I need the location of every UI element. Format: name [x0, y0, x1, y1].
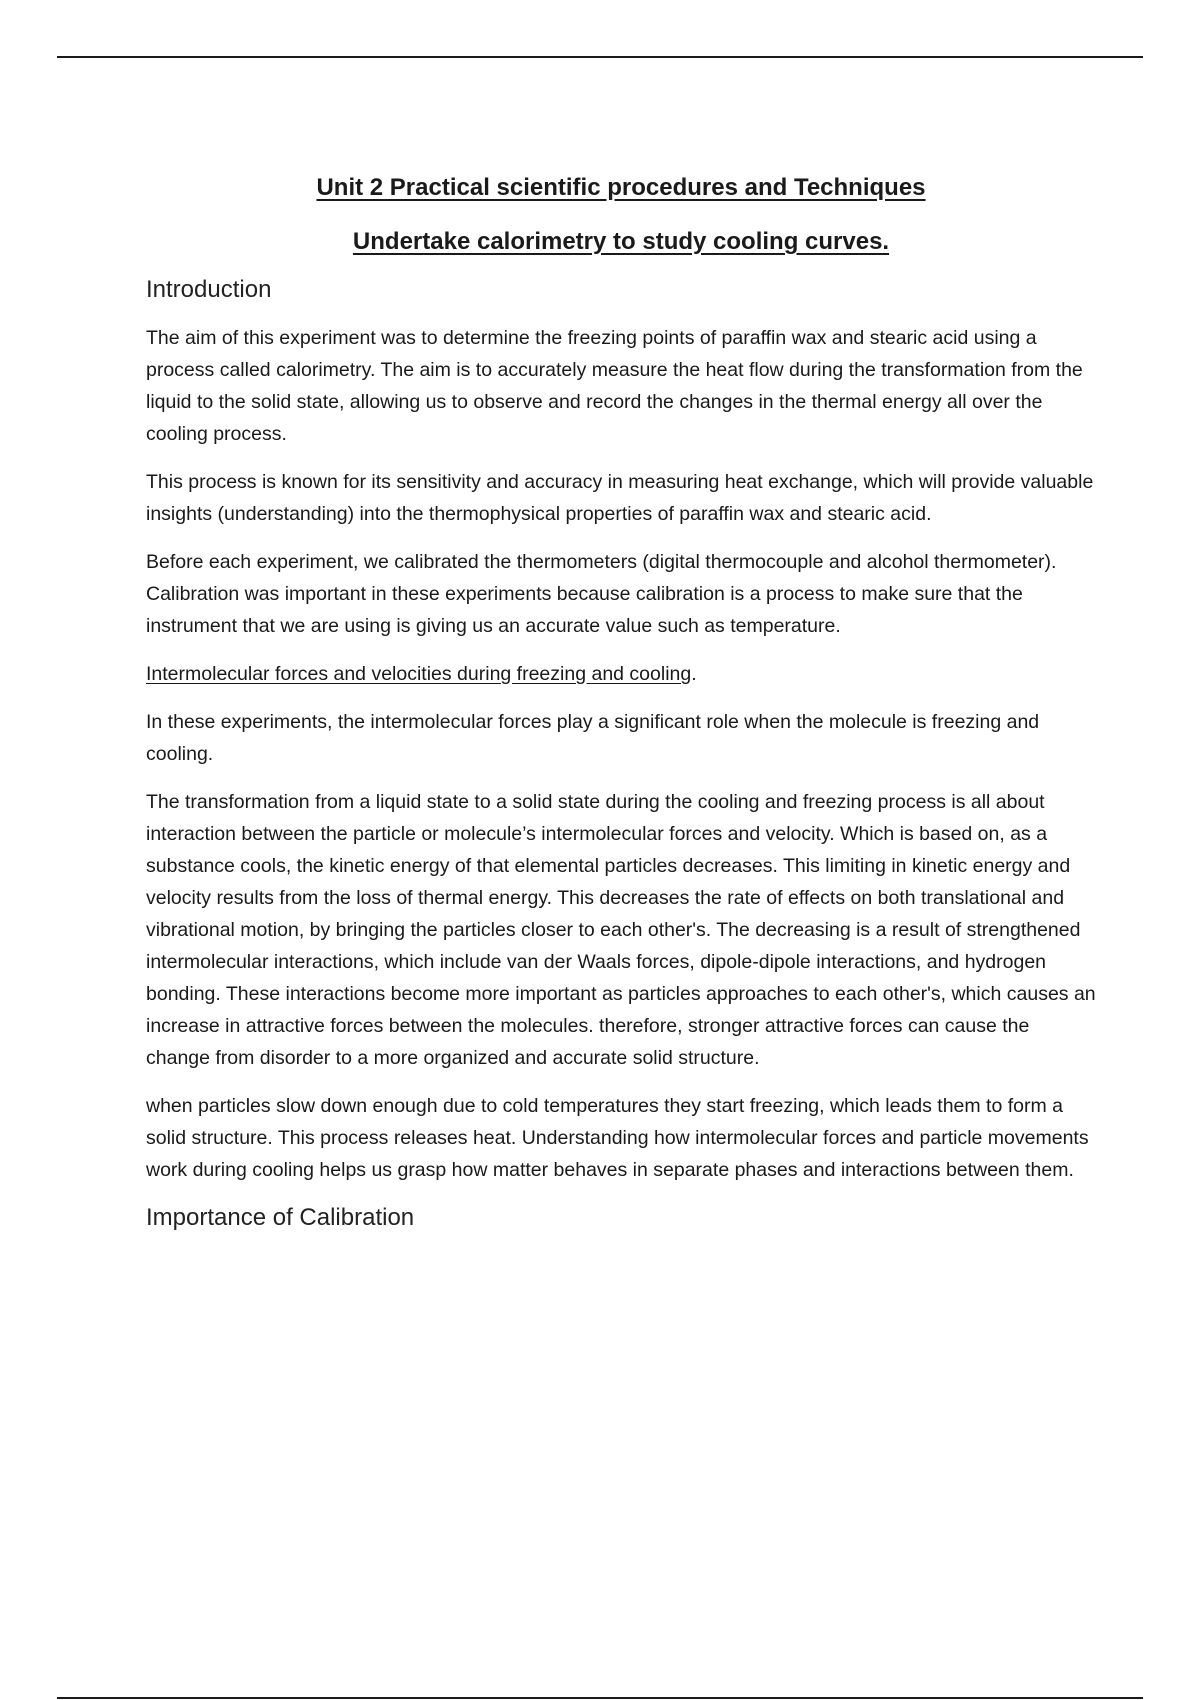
- calibration-heading: Importance of Calibration: [146, 1204, 415, 1231]
- intro-paragraph-3: Before each experiment, we calibrated the thermometers (digital thermocouple and alcohol thermometer). Calibration was important in these experiments because calibration is a process to make sure that the instrument that we are using is giving us an accurate value such as temperature.: [146, 551, 1057, 637]
- forces-paragraph-1: In these experiments, the intermolecular forces play a significant role when the molecule is freezing and cooling.: [146, 711, 1040, 765]
- document-title: [146, 172, 1096, 204]
- forces-subheading-suffix: .: [691, 663, 697, 685]
- forces-paragraph-3: when particles slow down enough due to cold temperatures they start freezing, which leads them to form a solid structure. This process releases heat. Understanding how intermolecular forces and particle movements work during cooling helps us grasp how matter behaves in separate phases and interactions between them.: [146, 1095, 1089, 1181]
- document-subtitle: [146, 226, 1096, 258]
- forces-subheading-text: Intermolecular forces and velocities during freezing and cooling: [146, 663, 692, 685]
- forces-subheading: [146, 658, 1096, 690]
- document-subtitle-text: Undertake calorimetry to study cooling curves.: [352, 228, 890, 255]
- document-body: [146, 172, 1096, 1250]
- top-rule: [57, 56, 1143, 58]
- document-title-text: Unit 2 Practical scientific procedures and Techniques: [316, 174, 926, 201]
- intro-paragraph-1: The aim of this experiment was to determine the freezing points of paraffin wax and stearic acid using a process called calorimetry. The aim is to accurately measure the heat flow during the transformation from the liquid to the solid state, allowing us to observe and record the changes in the thermal energy all over the cooling process.: [146, 327, 1083, 445]
- introduction-heading: Introduction: [146, 276, 272, 303]
- bottom-rule: [57, 1697, 1143, 1699]
- intro-paragraph-2: This process is known for its sensitivity and accuracy in measuring heat exchange, which will provide valuable insights (understanding) into the thermophysical properties of paraffin wax and stearic acid.: [146, 471, 1094, 525]
- forces-paragraph-2: The transformation from a liquid state to a solid state during the cooling and freezing process is all about interaction between the particle or molecule’s intermolecular forces and velocity. Which is based on, as a substance cools, the kinetic energy of that elemental particles decreases. This limiting in kinetic energy and velocity results from the loss of thermal energy. This decreases the rate of effects on both translational and vibrational motion, by bringing the particles closer to each other's. The decreasing is a result of strengthened intermolecular interactions, which include van der Waals forces, dipole-dipole interactions, and hydrogen bonding. These interactions become more important as particles approaches to each other's, which causes an increase in attractive forces between the molecules. therefore, stronger attractive forces can cause the change from disorder to a more organized and accurate solid structure.: [146, 791, 1096, 1069]
